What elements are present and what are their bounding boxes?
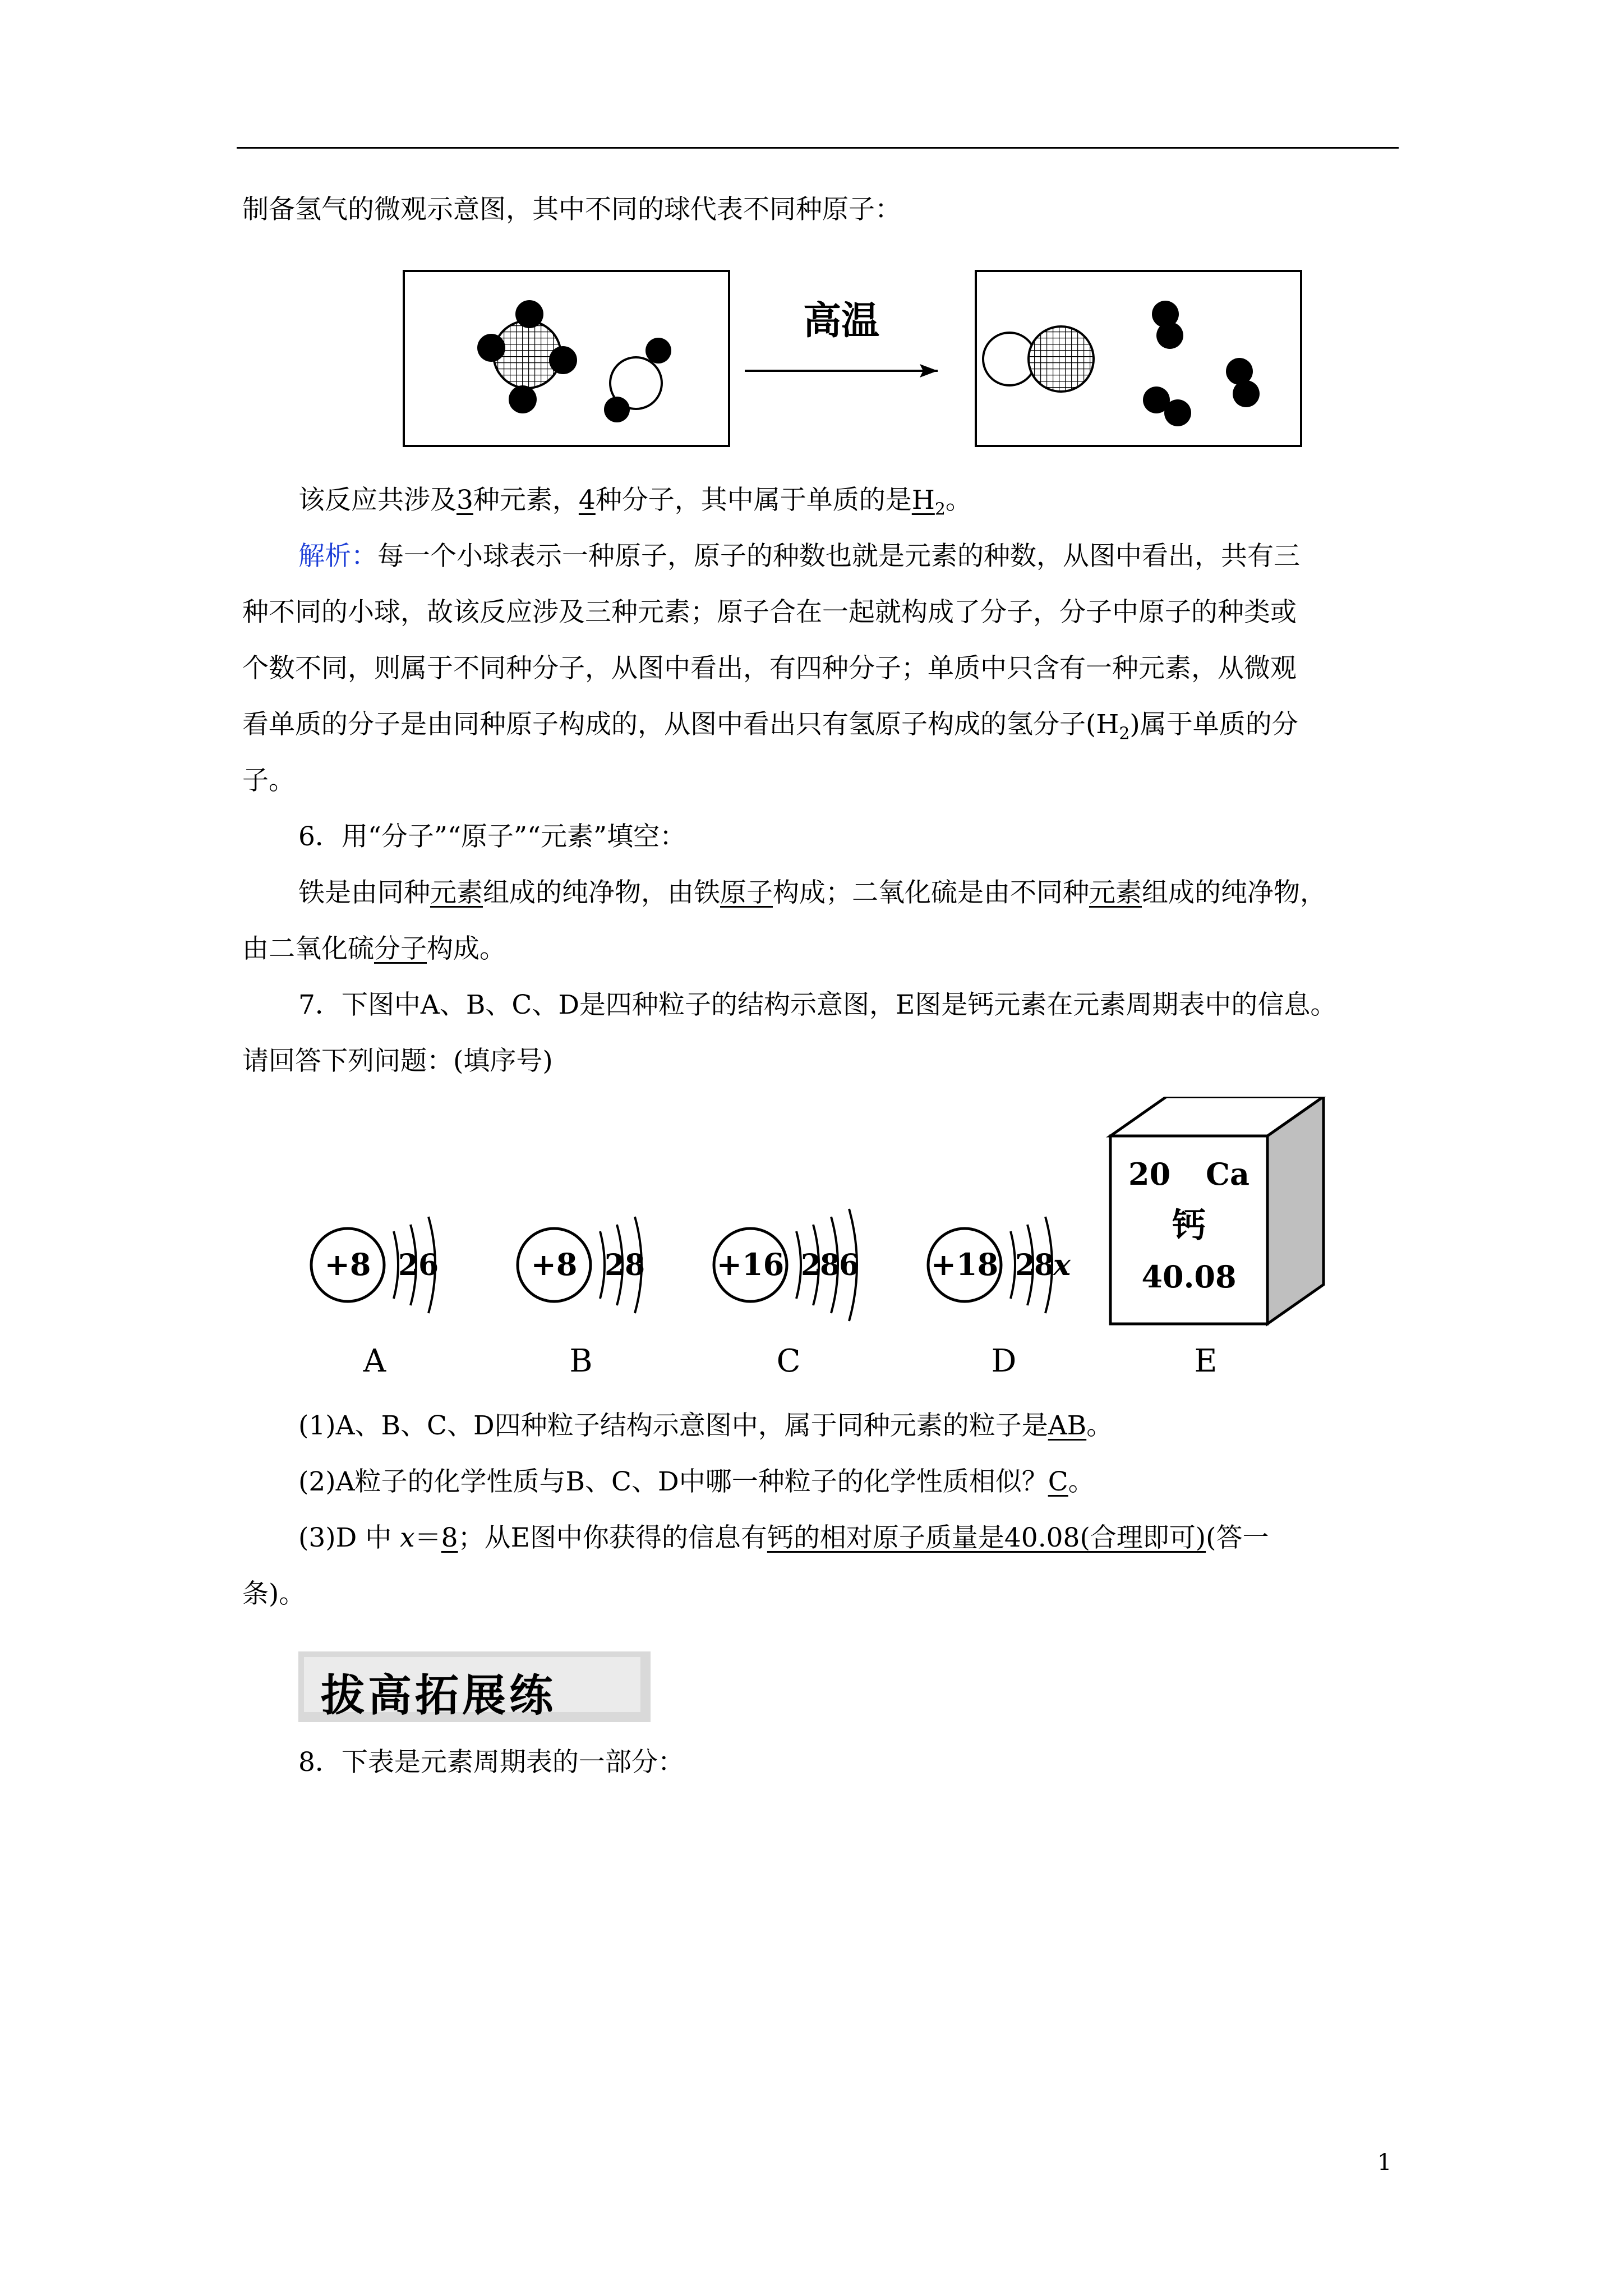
hydrogen-atom [477,334,505,362]
q7-answer-1: AB [1048,1410,1087,1441]
analysis-line-3: 个数不同，则属于不同种分子，从图中看出，有四种分子；单质中只含有一种元素，从微观 [242,653,1297,684]
svg-text:+8: +8 [531,1246,578,1282]
q6-title: 6．用“分子”“原子”“元素”填空： [298,821,686,852]
hydrogen-atom [1233,380,1260,407]
analysis-line-4: 看单质的分子是由同种原子构成的，从图中看出只有氢原子构成的氢分子$(H_2)$属于单质的分 [242,709,1298,744]
intro-text: 制备氢气的微观示意图，其中不同的球代表不同种原子： [242,194,901,225]
svg-text:6: 6 [839,1248,860,1282]
svg-text:+18: +18 [930,1246,999,1282]
element-cell-calcium [1110,1097,1324,1379]
hydrogen-atom [509,385,537,413]
q7-answer-2: C [1048,1466,1068,1497]
svg-text:40.08: 40.08 [1141,1259,1237,1295]
svg-text:2: 2 [398,1248,419,1282]
svg-text:20: 20 [1128,1156,1171,1192]
analysis-line-5: 子。 [242,765,295,796]
svg-text:+16: +16 [716,1246,785,1282]
q6-answer-3: 元素 [1089,877,1142,908]
atom-structure-figure [292,1097,1357,1388]
header-rule [237,147,1399,149]
analysis-line-1: 解析：每一个小球表示一种原子，原子的种数也就是元素的种数，从图中看出，共有三 [298,541,1300,572]
svg-text:8: 8 [820,1248,841,1282]
svg-text:E: E [1194,1343,1218,1379]
svg-text:6: 6 [418,1248,439,1282]
svg-text:2: 2 [1015,1248,1036,1282]
hydrogen-atom [549,346,577,374]
analysis-line-2: 种不同的小球，故该反应涉及三种元素；原子合在一起就构成了分子，分子中原子的种类或 [242,597,1297,628]
reaction-condition: 高温 [803,298,880,343]
answer-simple-substance: $H_2$ [911,485,946,519]
svg-text:x: x [1053,1248,1071,1282]
q5-answer-line: 该反应共涉及3种元素，4种分子，其中属于单质的是$H_2$。 [298,485,972,519]
q7-sub-3-cont: 条)。 [242,1579,306,1609]
atom-diagram-b [518,1217,645,1379]
q6-line-2: 由二氧化硫分子构成。 [242,933,506,964]
section-heading: 拔高拓展练 [298,1651,651,1722]
page-number: 1 [1377,2150,1392,2175]
svg-text:2: 2 [801,1248,822,1282]
hydrogen-atom [645,338,671,364]
svg-text:D: D [991,1343,1017,1379]
svg-text:8: 8 [625,1248,645,1282]
co-carbon-atom [1029,326,1094,392]
q6-line-1: 铁是由同种元素组成的纯净物，由铁原子构成；二氧化硫是由不同种元素组成的纯净物， [298,877,1326,908]
svg-text:C: C [776,1343,801,1379]
svg-text:B: B [569,1343,593,1379]
q7-sub-1: (1)A、B、C、D四种粒子结构示意图中，属于同种元素的粒子是AB。 [298,1410,1113,1441]
q7-line-1: 7．下图中A、B、C、D是四种粒子的结构示意图，E图是钙元素在元素周期表中的信息。 [298,990,1337,1020]
q7-answer-3: 8 [441,1522,458,1553]
svg-text:8: 8 [1034,1248,1055,1282]
hydrogen-atom [1156,322,1183,349]
svg-text:A: A [363,1343,386,1379]
svg-text:Ca: Ca [1206,1156,1249,1192]
hydrogen-atom [604,397,630,422]
svg-text:钙: 钙 [1172,1206,1206,1245]
reaction-diagram [393,264,1312,454]
atom-diagram-c [714,1209,859,1379]
atom-diagram-a [311,1217,439,1379]
hydrogen-atom [515,300,543,328]
q7-line-2: 请回答下列问题：(填序号) [242,1046,553,1076]
q7-sub-3: (3)D 中 x＝8；从E图中你获得的信息有钙的相对原子质量是40.08(合理即可)(答一 [298,1522,1269,1553]
atom-diagram-d [928,1217,1071,1379]
svg-text:2: 2 [605,1248,625,1282]
answer-molecule-count: 4 [578,485,596,516]
analysis-label: 解析： [298,541,377,572]
q8-text: 8．下表是元素周期表的一部分： [298,1747,684,1778]
q6-answer-2: 原子 [720,877,773,908]
q6-answer-4: 分子 [374,933,427,964]
answer-element-count: 3 [457,485,473,516]
q7-sub-2: (2)A粒子的化学性质与B、C、D中哪一种粒子的化学性质相似？C。 [298,1466,1095,1497]
q7-answer-4: 钙的相对原子质量是40.08(合理即可) [767,1522,1206,1553]
hydrogen-atom [1164,399,1191,426]
q6-answer-1: 元素 [430,877,483,908]
svg-text:+8: +8 [324,1246,371,1282]
